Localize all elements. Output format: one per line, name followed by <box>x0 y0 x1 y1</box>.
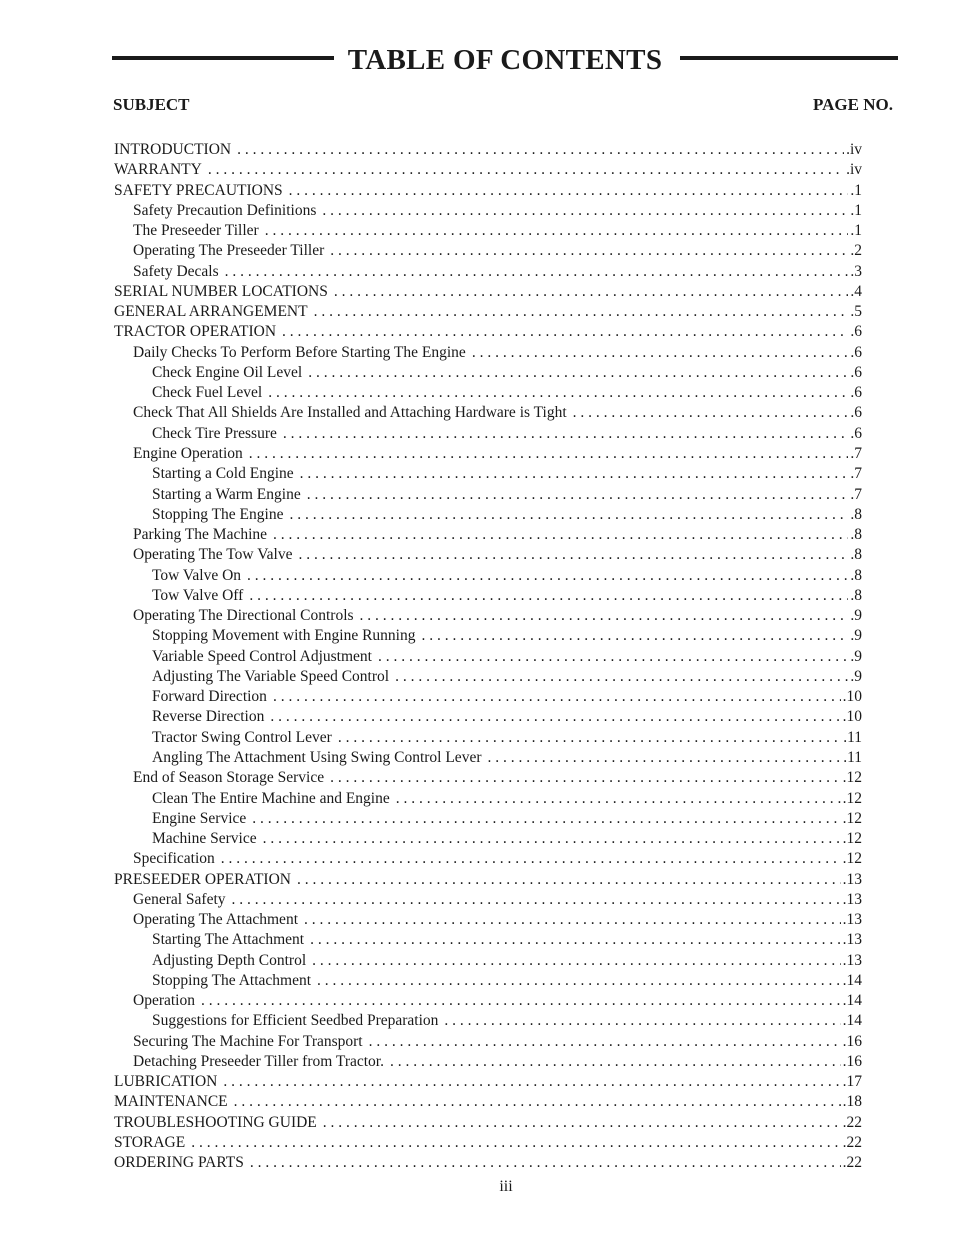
toc-leader-dots <box>263 829 841 849</box>
toc-entry-page: .1 <box>850 181 862 199</box>
toc-entry-page: .11 <box>843 728 862 746</box>
toc-leader-dots <box>369 1032 841 1052</box>
toc-leader-dots <box>273 687 841 707</box>
toc-leader-dots <box>249 444 849 464</box>
toc-leader-dots <box>289 505 848 525</box>
toc-entry-label: PRESEEDER OPERATION <box>114 870 291 888</box>
toc-entry[interactable] <box>114 545 862 565</box>
toc-entry[interactable] <box>114 505 862 525</box>
toc-entry-label: STORAGE <box>114 1134 186 1152</box>
toc-entry[interactable] <box>114 444 862 464</box>
toc-entry[interactable] <box>114 728 862 748</box>
toc-leader-dots <box>338 728 841 748</box>
toc-entry-page: .22 <box>842 1134 862 1152</box>
toc-entry-page: .6 <box>850 404 862 422</box>
toc-entry-page: .12 <box>842 809 862 827</box>
page-title: TABLE OF CONTENTS <box>347 44 663 76</box>
toc-entry-label: Forward Direction <box>152 688 267 706</box>
toc-entry-page: .6 <box>850 323 862 341</box>
toc-entry-page: .7 <box>850 485 862 503</box>
toc-entry[interactable] <box>114 849 862 869</box>
toc-leader-dots <box>237 140 844 160</box>
toc-entry-label: Operating The Directional Controls <box>133 607 354 625</box>
toc-entry[interactable] <box>114 809 862 829</box>
toc-entry-page: .16 <box>842 1032 862 1050</box>
toc-entry[interactable] <box>114 403 862 423</box>
toc-entry-page: .22 <box>842 1154 862 1172</box>
toc-leader-dots <box>265 221 849 241</box>
toc-entry[interactable] <box>114 1133 862 1153</box>
toc-entry-label: ORDERING PARTS <box>114 1154 244 1172</box>
toc-leader-dots <box>330 241 848 261</box>
toc-entry-page: .18 <box>842 1093 862 1111</box>
toc-entry-label: Check Tire Pressure <box>152 424 277 442</box>
toc-entry[interactable] <box>114 586 862 606</box>
toc-entry[interactable] <box>114 201 862 221</box>
toc-entry-page: .12 <box>842 830 862 848</box>
toc-leader-dots <box>317 971 841 991</box>
toc-entry-label: Detaching Preseeder Tiller from Tractor. <box>133 1052 384 1070</box>
toc-entry-page: .13 <box>842 911 862 929</box>
toc-leader-dots <box>250 1153 841 1173</box>
toc-entry-page: .10 <box>842 708 862 726</box>
page-folio: iii <box>499 1178 513 1195</box>
toc-entry-label: Tow Valve On <box>152 566 242 584</box>
toc-entry[interactable] <box>114 951 862 971</box>
toc-leader-dots <box>307 485 849 505</box>
toc-entry-page: .22 <box>842 1113 862 1131</box>
toc-entry-label: Daily Checks To Perform Before Starting The Engine <box>133 343 466 361</box>
toc-entry[interactable] <box>114 930 862 950</box>
toc-entry-label: INTRODUCTION <box>114 141 232 158</box>
toc-entry-label: Suggestions for Efficient Seedbed Preparation <box>152 1012 439 1030</box>
toc-entry[interactable] <box>114 870 862 890</box>
toc-leader-dots <box>396 789 841 809</box>
toc-entry[interactable] <box>114 971 862 991</box>
toc-entry[interactable] <box>114 424 862 444</box>
toc-entry[interactable] <box>114 1113 862 1133</box>
toc-leader-dots <box>573 403 849 423</box>
toc-entry-label: Safety Precaution Definitions <box>133 201 317 219</box>
toc-entry-page: .iv <box>846 141 862 158</box>
toc-entry-page: .8 <box>850 566 862 584</box>
toc-entry-page: .13 <box>842 951 862 969</box>
toc-entry-label: Stopping The Engine <box>152 505 284 523</box>
toc-entry-page: .7 <box>850 444 862 462</box>
toc-entry[interactable] <box>114 1092 862 1112</box>
toc-leader-dots <box>283 424 849 444</box>
toc-entry[interactable] <box>114 464 862 484</box>
toc-leader-dots <box>422 626 849 646</box>
toc-entry-page: .6 <box>850 343 862 361</box>
toc-entry-label: Stopping Movement with Engine Running <box>152 627 416 645</box>
toc-entry-label: Parking The Machine <box>133 526 268 544</box>
toc-entry[interactable] <box>114 626 862 646</box>
toc-entry[interactable] <box>114 748 862 768</box>
toc-entry[interactable] <box>114 566 862 586</box>
toc-entry-label: Check Engine Oil Level <box>152 363 303 381</box>
toc-entry-page: .2 <box>850 242 862 260</box>
toc-entry-page: .12 <box>842 769 862 787</box>
toc-entry-page: .4 <box>850 282 862 300</box>
toc-entry-page: .9 <box>850 627 862 645</box>
toc-leader-dots <box>444 1011 840 1031</box>
toc-entry[interactable] <box>114 160 862 180</box>
toc-entry[interactable] <box>114 606 862 626</box>
toc-leader-dots <box>232 890 841 910</box>
toc-entry[interactable] <box>114 707 862 727</box>
toc-entry-label: LUBRICATION <box>114 1073 218 1091</box>
toc-leader-dots <box>314 302 849 322</box>
toc-entry-page: .14 <box>842 1012 862 1030</box>
toc-entry[interactable] <box>114 1072 862 1092</box>
toc-entry[interactable] <box>114 1032 862 1052</box>
toc-entry-label: Stopping The Attachment <box>152 971 312 989</box>
toc-entry[interactable] <box>114 262 862 282</box>
toc-entry-label: Adjusting The Variable Speed Control <box>152 667 390 685</box>
toc-leader-dots <box>191 1133 840 1153</box>
toc-entry-label: Reverse Direction <box>152 708 265 726</box>
toc-entry[interactable] <box>114 140 862 160</box>
toc-leader-dots <box>390 1052 841 1072</box>
toc-leader-dots <box>273 525 848 545</box>
toc-entry-page: .13 <box>842 870 862 888</box>
toc-entry-label: Angling The Attachment Using Swing Control Lever <box>152 748 482 766</box>
toc-entry[interactable] <box>114 322 862 342</box>
toc-entry-page: .8 <box>850 586 862 604</box>
toc-leader-dots <box>304 910 841 930</box>
toc-leader-dots <box>300 464 849 484</box>
toc-leader-dots <box>487 748 841 768</box>
toc-entry-label: WARRANTY <box>114 161 202 179</box>
toc-entry-label: Tractor Swing Control Lever <box>152 728 332 746</box>
toc-entry-label: General Safety <box>133 890 226 908</box>
toc-entry-page: .8 <box>850 526 862 544</box>
toc-entry-page: .9 <box>850 647 862 665</box>
toc-leader-dots <box>201 991 841 1011</box>
toc-entry[interactable] <box>114 647 862 667</box>
toc-entry-label: Operating The Tow Valve <box>133 546 293 564</box>
toc-entry-page: .12 <box>842 789 862 807</box>
toc-entry[interactable] <box>114 221 862 241</box>
toc-entry-label: Securing The Machine For Transport <box>133 1032 363 1050</box>
toc-entry-label: Operating The Preseeder Tiller <box>133 242 325 260</box>
toc-entry-page: .1 <box>850 201 862 219</box>
toc-entry-page: .7 <box>850 465 862 483</box>
toc-entry-label: Tow Valve Off <box>152 586 244 604</box>
toc-entry-label: Check That All Shields Are Installed and Attaching Hardware is Tight <box>133 404 567 422</box>
toc-entry[interactable] <box>114 829 862 849</box>
toc-entry-label: Variable Speed Control Adjustment <box>152 647 372 665</box>
toc-entry-page: .16 <box>842 1052 862 1070</box>
toc-entry-label: TROUBLESHOOTING GUIDE <box>114 1113 317 1131</box>
toc-leader-dots <box>378 647 848 667</box>
toc-entry[interactable] <box>114 181 862 201</box>
toc-entry[interactable] <box>114 789 862 809</box>
toc-entry-page: .13 <box>842 931 862 949</box>
toc-entry[interactable] <box>114 363 862 383</box>
toc-entry-label: SERIAL NUMBER LOCATIONS <box>114 282 328 300</box>
toc-entry[interactable] <box>114 302 862 322</box>
toc-entry-page: .14 <box>842 971 862 989</box>
toc-entry[interactable] <box>114 667 862 687</box>
toc-entry-page: .11 <box>843 748 862 766</box>
toc-entry-page: .6 <box>850 424 862 442</box>
title-rule-right <box>680 56 898 60</box>
page-header <box>112 38 898 82</box>
toc-entry-label: Engine Operation <box>133 444 243 462</box>
toc-leader-dots <box>289 181 849 201</box>
toc-leader-dots <box>298 545 848 565</box>
toc-leader-dots <box>208 160 844 180</box>
toc-entry[interactable] <box>114 343 862 363</box>
toc-leader-dots <box>297 870 841 890</box>
toc-leader-dots <box>268 383 848 403</box>
toc-entry-label: TRACTOR OPERATION <box>114 323 277 341</box>
toc-entry-page: .9 <box>850 667 862 685</box>
toc-entry-label: Safety Decals <box>133 262 219 280</box>
toc-leader-dots <box>308 363 848 383</box>
toc-leader-dots <box>310 930 841 950</box>
toc-entry[interactable] <box>114 890 862 910</box>
toc-entry[interactable] <box>114 241 862 261</box>
toc-leader-dots <box>247 566 848 586</box>
toc-entry[interactable] <box>114 525 862 545</box>
toc-entry-page: .14 <box>842 992 862 1010</box>
toc-entry-page: .6 <box>850 384 862 402</box>
page-number-column-header: PAGE NO. <box>813 95 893 114</box>
toc-entry[interactable] <box>114 485 862 505</box>
toc-leader-dots <box>270 707 840 727</box>
toc-entry[interactable] <box>114 991 862 1011</box>
toc-entry-page: .9 <box>850 607 862 625</box>
column-headers <box>113 94 893 116</box>
toc-entry-page: .iv <box>846 161 862 179</box>
toc-entry[interactable] <box>114 687 862 707</box>
toc-entry-label: Machine Service <box>152 830 257 848</box>
toc-leader-dots <box>221 849 841 869</box>
toc-entry-label: Check Fuel Level <box>152 384 263 402</box>
toc-entry-page: .8 <box>850 505 862 523</box>
toc-entry-label: The Preseeder Tiller <box>133 222 259 240</box>
toc-entry-label: Operating The Attachment <box>133 911 298 929</box>
toc-entry-label: End of Season Storage Service <box>133 769 325 787</box>
toc-entry-label: Adjusting Depth Control <box>152 951 307 969</box>
toc-entry[interactable] <box>114 282 862 302</box>
toc-entry-page: .1 <box>850 222 862 240</box>
toc-entry[interactable] <box>114 1011 862 1031</box>
toc-entry-label: Starting a Warm Engine <box>152 485 301 503</box>
toc-leader-dots <box>322 201 848 221</box>
toc-entry-label: Specification <box>133 850 215 868</box>
toc-list <box>114 140 862 1174</box>
toc-entry-label: Clean The Entire Machine and Engine <box>152 789 390 807</box>
toc-leader-dots <box>312 951 840 971</box>
toc-entry-page: .5 <box>850 303 862 321</box>
toc-entry[interactable] <box>114 383 862 403</box>
toc-leader-dots <box>223 1072 840 1092</box>
toc-entry-page: .13 <box>842 890 862 908</box>
toc-leader-dots <box>323 1113 841 1133</box>
toc-entry-label: MAINTENANCE <box>114 1093 228 1111</box>
toc-entry-page: .6 <box>850 363 862 381</box>
toc-leader-dots <box>395 667 848 687</box>
subject-column-header: SUBJECT <box>113 95 190 114</box>
toc-entry-label: Starting a Cold Engine <box>152 465 294 483</box>
toc-leader-dots <box>330 768 841 788</box>
toc-entry-page: .12 <box>842 850 862 868</box>
toc-leader-dots <box>225 262 849 282</box>
toc-entry-label: SAFETY PRECAUTIONS <box>114 181 283 199</box>
toc-entry[interactable] <box>114 768 862 788</box>
toc-entry-label: Starting The Attachment <box>152 931 305 949</box>
toc-entry-label: Operation <box>133 992 195 1010</box>
toc-leader-dots <box>360 606 849 626</box>
toc-entry-label: GENERAL ARRANGEMENT <box>114 303 308 321</box>
toc-leader-dots <box>334 282 849 302</box>
toc-leader-dots <box>234 1092 841 1112</box>
toc-entry[interactable] <box>114 1153 862 1173</box>
toc-leader-dots <box>252 809 840 829</box>
toc-entry-page: .10 <box>842 688 862 706</box>
toc-leader-dots <box>249 586 848 606</box>
toc-leader-dots <box>472 343 849 363</box>
toc-entry-page: .17 <box>842 1073 862 1091</box>
toc-entry[interactable] <box>114 1052 862 1072</box>
toc-entry[interactable] <box>114 910 862 930</box>
toc-entry-page: .8 <box>850 546 862 564</box>
toc-leader-dots <box>282 322 848 342</box>
toc-entry-page: .3 <box>850 262 862 280</box>
toc-entry-label: Engine Service <box>152 809 247 827</box>
